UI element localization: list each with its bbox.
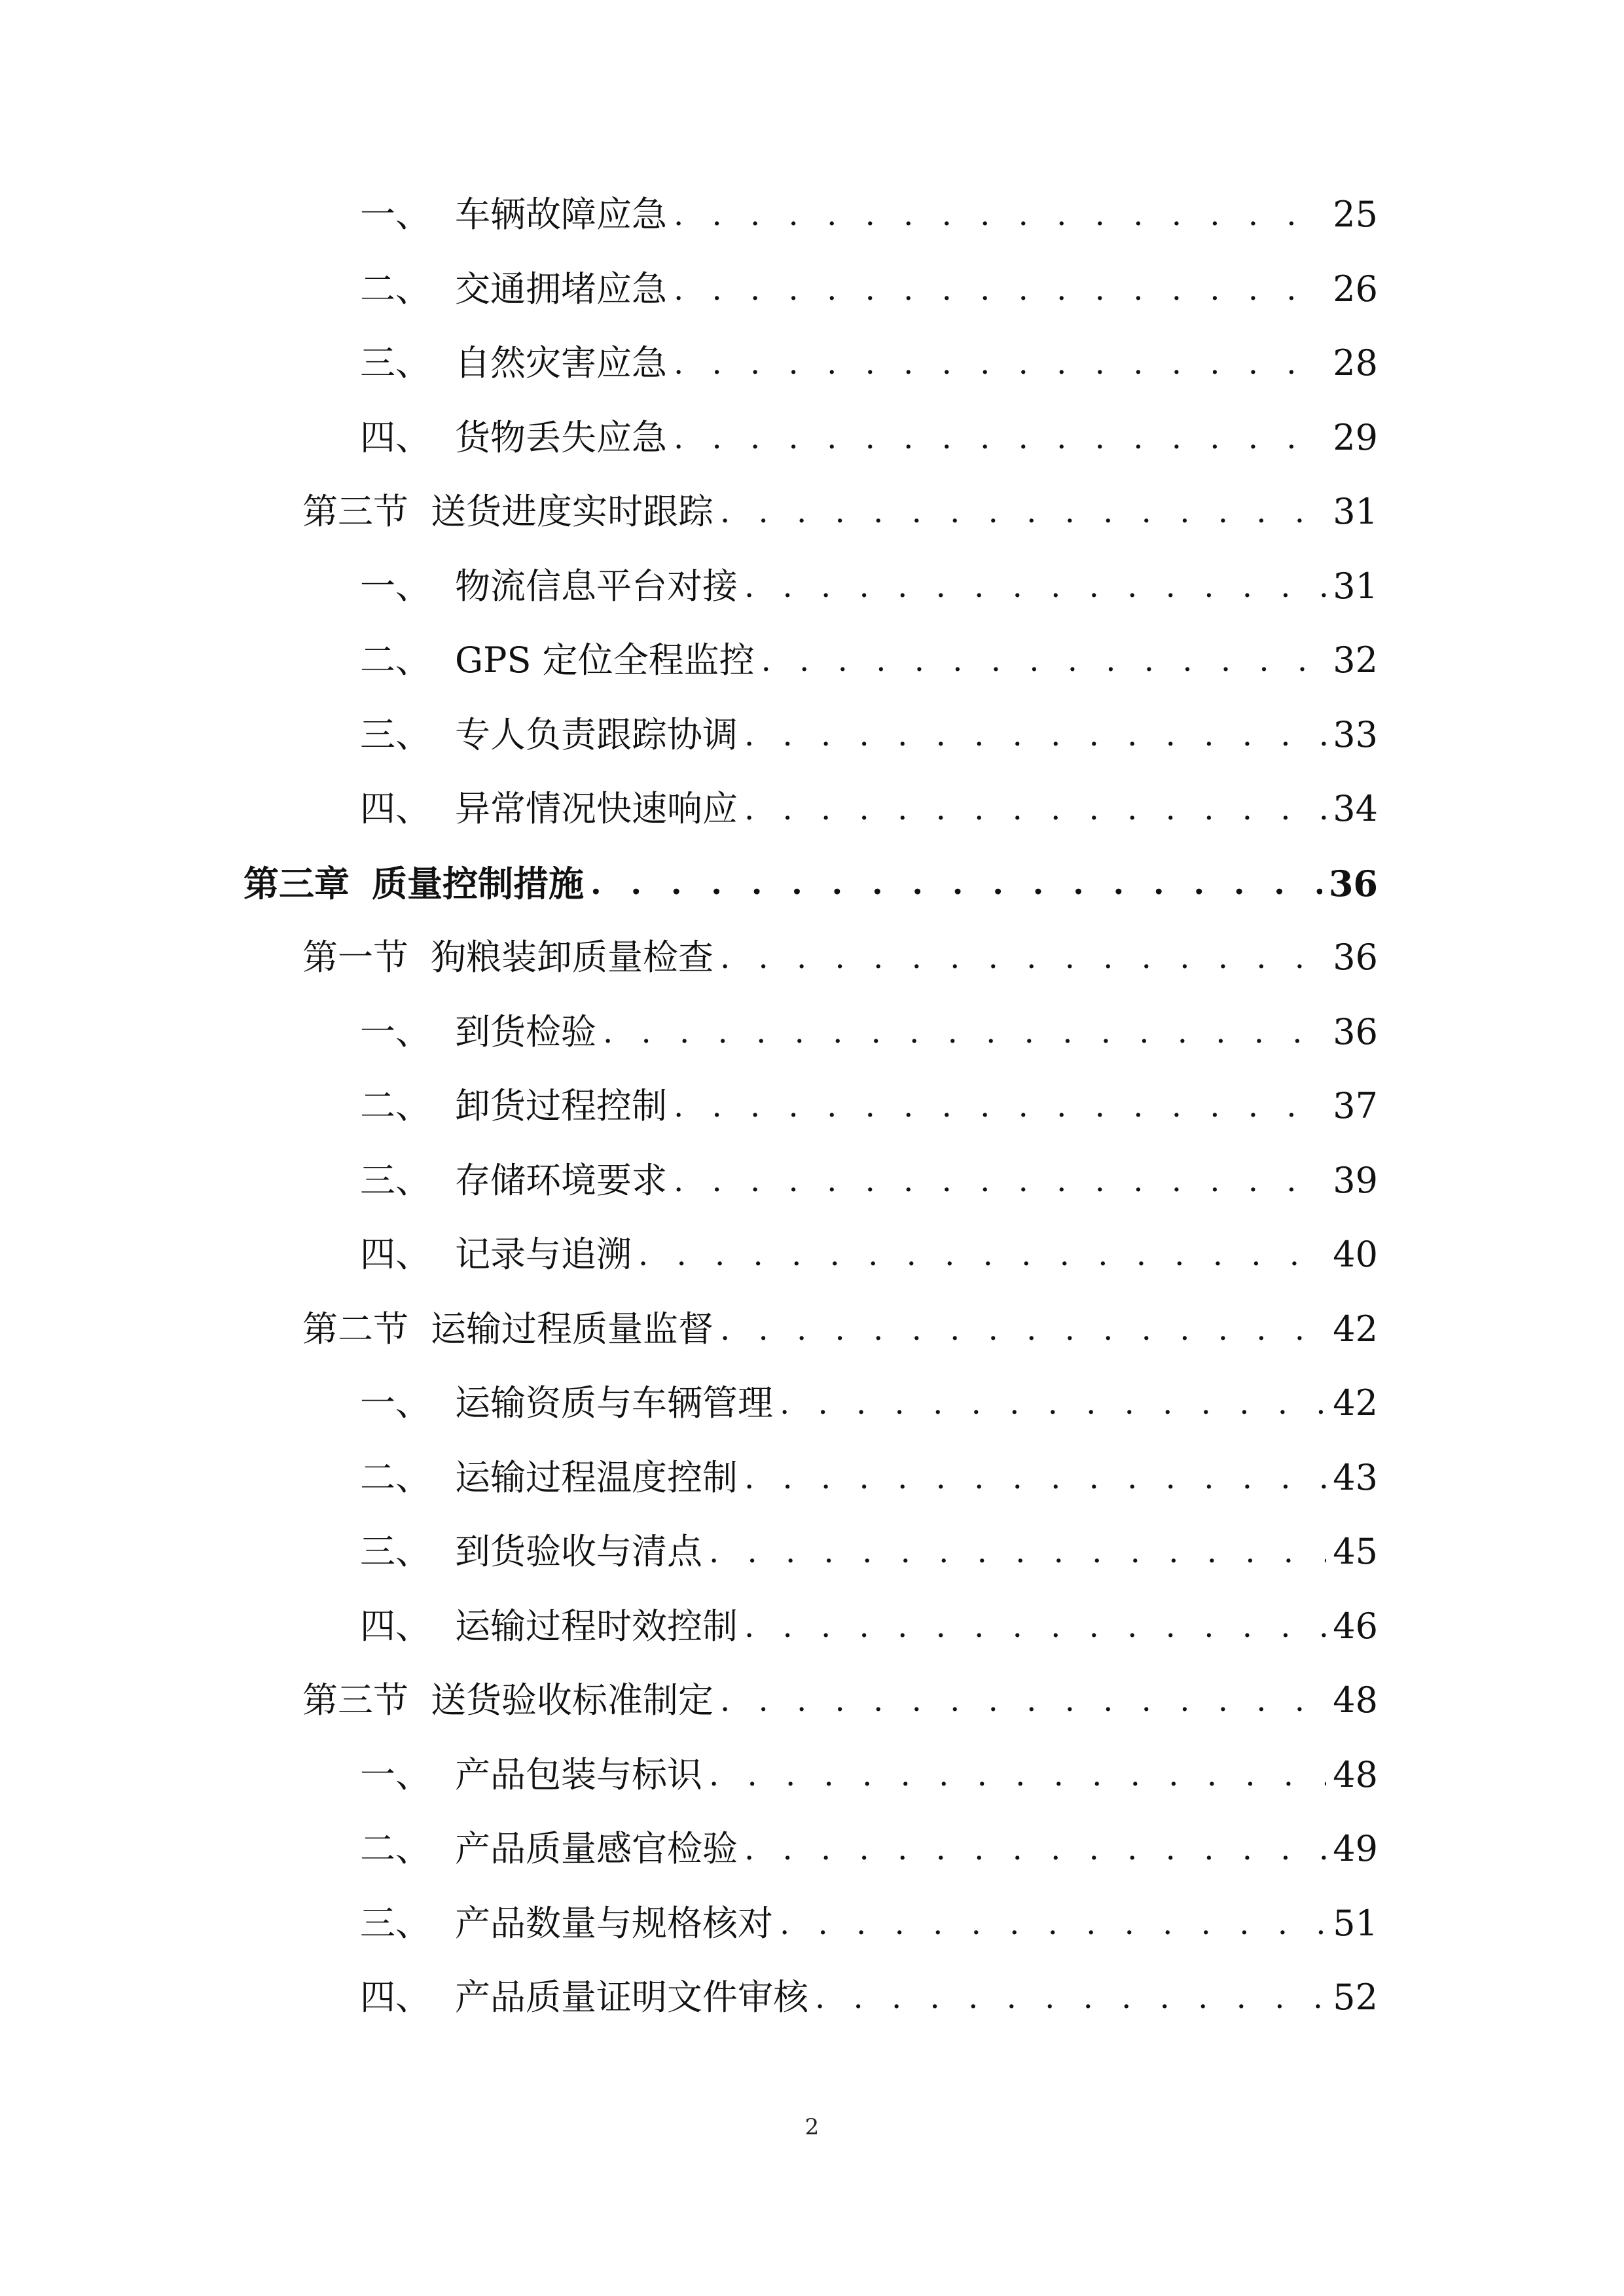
toc-entry-title: 产品包装与标识 (455, 1754, 702, 1795)
toc-entry-title: 货物丢失应急 (455, 417, 667, 458)
toc-entry-title: 卸货过程控制 (455, 1085, 667, 1126)
toc-entry-section[interactable] (302, 1300, 1378, 1359)
toc-dot-leader (780, 1374, 1326, 1433)
toc-entry-page-number: 29 (1333, 417, 1378, 458)
toc-dot-leader (744, 706, 1326, 764)
toc-entry-sub[interactable] (360, 557, 1378, 616)
toc-entry-page-number: 34 (1333, 788, 1378, 829)
toc-entry-section[interactable] (302, 1671, 1378, 1730)
toc-entry-title: 物流信息平台对接 (455, 565, 738, 607)
toc-entry-page-number: 31 (1333, 565, 1378, 607)
toc-dot-leader (638, 1225, 1326, 1284)
toc-entry-number: 四、 (360, 417, 431, 458)
toc-entry-page-number: 31 (1333, 491, 1378, 532)
toc-entry-title: 存储环境要求 (455, 1160, 667, 1201)
toc-entry-number: 二、 (360, 268, 431, 310)
toc-entry-title: 送货验收标准制定 (431, 1679, 713, 1721)
toc-entry-number: 第二节 (302, 1308, 408, 1350)
toc-dot-leader (674, 185, 1326, 244)
toc-entry-number: 第三节 (302, 1679, 408, 1721)
toc-entry-title: 产品质量感官检验 (455, 1828, 738, 1869)
toc-entry-sub[interactable] (360, 1746, 1378, 1804)
toc-entry-title: 送货进度实时跟踪 (431, 491, 713, 532)
toc-entry-sub[interactable] (360, 1597, 1378, 1656)
toc-entry-number: 四、 (360, 1977, 431, 2018)
toc-entry-title: 运输过程质量监督 (431, 1308, 713, 1350)
toc-entry-number: 四、 (360, 1605, 431, 1647)
toc-entry-sub[interactable] (360, 1968, 1378, 2027)
toc-dot-leader (590, 854, 1322, 913)
toc-entry-section[interactable] (302, 928, 1378, 987)
toc-entry-number: 三、 (360, 714, 431, 755)
toc-entry-page-number: 26 (1333, 268, 1378, 310)
toc-entry-sub[interactable] (360, 1522, 1378, 1581)
toc-entry-sub[interactable] (360, 408, 1378, 467)
toc-entry-number: 一、 (360, 194, 431, 235)
toc-dot-leader (744, 1448, 1326, 1507)
toc-entry-page-number: 48 (1333, 1754, 1378, 1795)
toc-dot-leader (744, 557, 1326, 616)
toc-entry-number: 第三节 (302, 491, 408, 532)
toc-entry-page-number: 52 (1333, 1977, 1378, 2018)
toc-dot-leader (674, 408, 1326, 467)
toc-entry-title: 记录与追溯 (455, 1234, 632, 1275)
toc-dot-leader (780, 1894, 1326, 1953)
toc-entry-sub[interactable] (360, 1820, 1378, 1878)
toc-entry-number: 二、 (360, 1085, 431, 1126)
toc-entry-sub[interactable] (360, 1894, 1378, 1953)
toc-dot-leader (674, 260, 1326, 319)
toc-entry-page-number: 39 (1333, 1160, 1378, 1201)
toc-entry-page-number: 46 (1333, 1605, 1378, 1647)
toc-entry-page-number: 51 (1333, 1903, 1378, 1944)
toc-entry-title: 产品质量证明文件审核 (455, 1977, 808, 2018)
toc-entry-section[interactable] (302, 482, 1378, 541)
toc-dot-leader (603, 1003, 1326, 1062)
toc-entry-sub[interactable] (360, 334, 1378, 393)
toc-entry-sub[interactable] (360, 1448, 1378, 1507)
toc-entry-page-number: 33 (1333, 714, 1378, 755)
toc-entry-page-number: 42 (1333, 1308, 1378, 1350)
toc-entry-number: 一、 (360, 1754, 431, 1795)
toc-entry-number: 二、 (360, 639, 431, 681)
toc-entry-number: 四、 (360, 788, 431, 829)
toc-entry-page-number: 42 (1333, 1382, 1378, 1424)
toc-entry-number: 二、 (360, 1828, 431, 1869)
toc-entry-sub[interactable] (360, 260, 1378, 319)
toc-dot-leader (674, 334, 1326, 393)
toc-entry-sub[interactable] (360, 780, 1378, 838)
toc-entry-page-number: 49 (1333, 1828, 1378, 1869)
toc-entry-chapter[interactable] (244, 854, 1378, 913)
toc-entry-number: 三、 (360, 1531, 431, 1572)
toc-entry-number: 三、 (360, 1160, 431, 1201)
toc-dot-leader (709, 1522, 1326, 1581)
toc-entry-number: 一、 (360, 1382, 431, 1424)
toc-dot-leader (720, 1300, 1326, 1359)
toc-entry-title: 运输过程时效控制 (455, 1605, 738, 1647)
toc-entry-page-number: 37 (1333, 1085, 1378, 1126)
toc-entry-sub[interactable] (360, 706, 1378, 764)
toc-dot-leader (744, 1597, 1326, 1656)
toc-entry-title: 交通拥堵应急 (455, 268, 667, 310)
toc-dot-leader (744, 780, 1326, 838)
toc-entry-sub[interactable] (360, 631, 1378, 690)
toc-dot-leader (709, 1746, 1326, 1804)
toc-dot-leader (720, 482, 1326, 541)
toc-entry-number: 第一节 (302, 937, 408, 978)
toc-entry-title: 异常情况快速响应 (455, 788, 738, 829)
toc-entry-number: 四、 (360, 1234, 431, 1275)
toc-entry-sub[interactable] (360, 1077, 1378, 1136)
toc-dot-leader (674, 1077, 1326, 1136)
toc-entry-number: 第三章 (244, 863, 350, 905)
toc-dot-leader (744, 1820, 1326, 1878)
toc-entry-title: 自然灾害应急 (455, 342, 667, 384)
toc-dot-leader (815, 1968, 1326, 2027)
toc-entry-page-number: 36 (1328, 863, 1378, 905)
toc-entry-sub[interactable] (360, 1151, 1378, 1210)
toc-dot-leader (761, 631, 1327, 690)
toc-entry-page-number: 25 (1333, 194, 1378, 235)
toc-entry-sub[interactable] (360, 1003, 1378, 1062)
toc-entry-page-number: 40 (1333, 1234, 1378, 1275)
toc-entry-page-number: 36 (1333, 937, 1378, 978)
toc-entry-sub[interactable] (360, 1225, 1378, 1284)
toc-entry-number: 一、 (360, 565, 431, 607)
toc-entry-title: 狗粮装卸质量检查 (431, 937, 713, 978)
toc-entry-number: 二、 (360, 1457, 431, 1498)
toc-entry-title: 到货检验 (455, 1011, 596, 1052)
toc-dot-leader (720, 928, 1326, 987)
toc-entry-number: 三、 (360, 342, 431, 384)
toc-entry-title: 产品数量与规格核对 (455, 1903, 773, 1944)
toc-entry-page-number: 32 (1333, 639, 1378, 681)
toc-entry-title: GPS 定位全程监控 (455, 639, 755, 681)
toc-entry-page-number: 45 (1333, 1531, 1378, 1572)
toc-entry-sub[interactable] (360, 185, 1378, 244)
toc-entry-page-number: 36 (1333, 1011, 1378, 1052)
toc-entry-page-number: 28 (1333, 342, 1378, 384)
toc-entry-number: 一、 (360, 1011, 431, 1052)
toc-entry-title: 运输资质与车辆管理 (455, 1382, 773, 1424)
toc-entry-title: 质量控制措施 (372, 863, 584, 905)
toc-entry-number: 三、 (360, 1903, 431, 1944)
toc-entry-title: 车辆故障应急 (455, 194, 667, 235)
toc-entry-title: 到货验收与清点 (455, 1531, 702, 1572)
toc-entry-page-number: 43 (1333, 1457, 1378, 1498)
toc-dot-leader (720, 1671, 1326, 1730)
page-number: 2 (804, 2114, 820, 2140)
toc-entry-sub[interactable] (360, 1374, 1378, 1433)
toc-dot-leader (674, 1151, 1326, 1210)
toc-entry-title: 运输过程温度控制 (455, 1457, 738, 1498)
toc-entry-title: 专人负责跟踪协调 (455, 714, 738, 755)
toc-entry-page-number: 48 (1333, 1679, 1378, 1721)
